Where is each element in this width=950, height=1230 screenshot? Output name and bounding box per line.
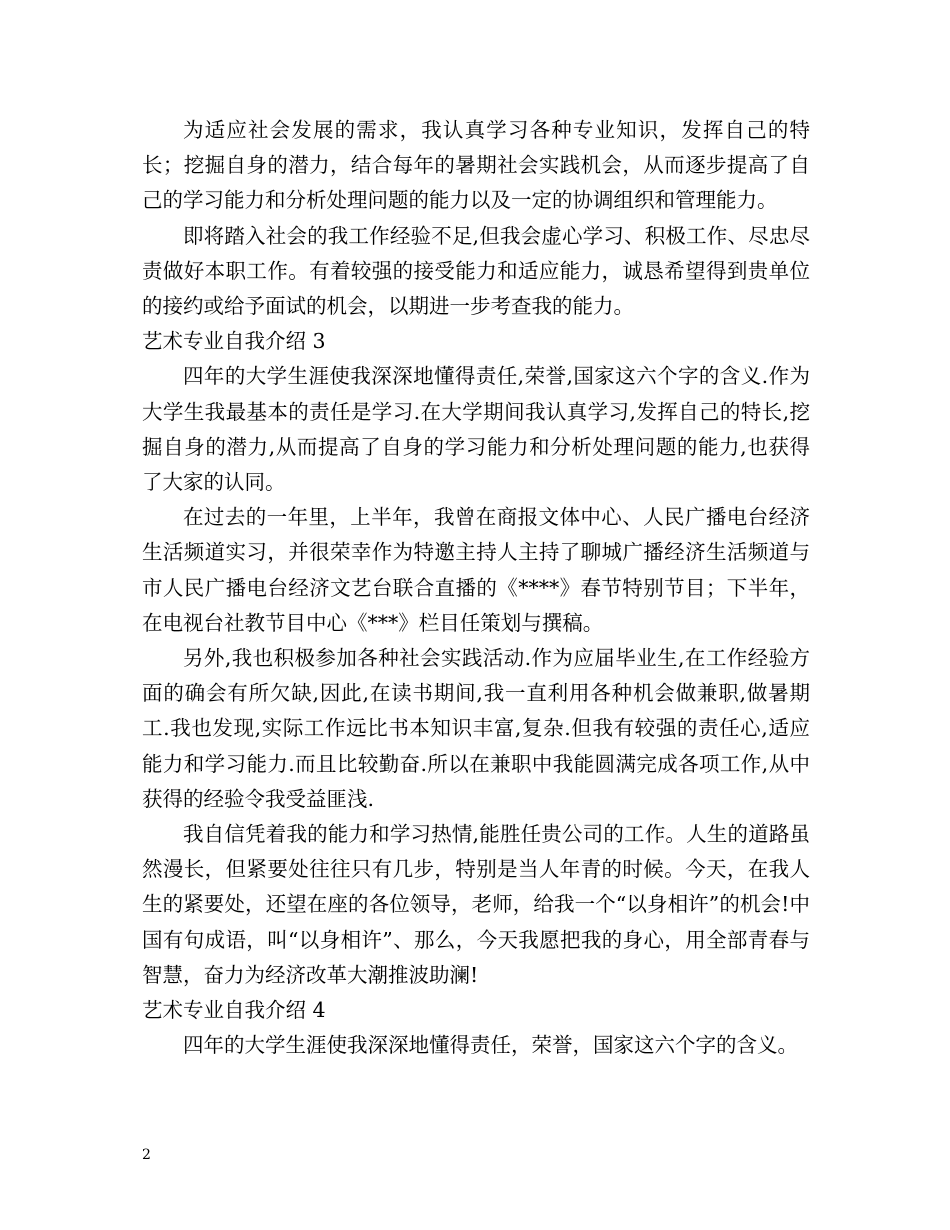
paragraph-university-years: 四年的大学生涯使我深深地懂得责任,荣誉,国家这六个字的含义.作为大学生我最基本的责任是学习.在大学期间我认真学习,发挥自己的特长,挖掘自身的潜力,从而提高了自身的学习能力和分析处理问题的能力,也获得了大家的认同。 — [142, 364, 810, 495]
section-heading-4: 艺术专业自我介绍 4 — [142, 998, 326, 1023]
paragraph-self-confidence: 我自信凭着我的能力和学习热情,能胜任贵公司的工作。人生的道路虽然漫长，但紧要处往往只有几步，特别是当人年青的时候。今天，在我人生的紧要处，还望在座的各位领导，老师，给我一个“以身相许”的机会!中国有句成语，叫“以身相许”、那么，今天我愿把我的身心，用全部青春与智慧，奋力为经济改革大潮推波助澜! — [142, 822, 810, 987]
paragraph-internship: 在过去的一年里，上半年，我曾在商报文体中心、人民广播电台经济生活频道实习，并很荣幸作为特邀主持人主持了聊城广播经济生活频道与市人民广播电台经济文艺台联合直播的《****》春节特别节目；下半年，在电视台社教节目中心《***》栏目任策划与撰稿。 — [142, 505, 810, 635]
page-number: 2 — [142, 1147, 151, 1163]
paragraph-university-years-2: 四年的大学生涯使我深深地懂得责任，荣誉，国家这六个字的含义。 — [183, 1033, 798, 1058]
page-body — [142, 113, 810, 1063]
paragraph-entering-society: 即将踏入社会的我工作经验不足,但我会虚心学习、积极工作、尽忠尽责做好本职工作。有着较强的接受能力和适应能力，诚恳希望得到贵单位的接约或给予面试的机会，以期进一步考查我的能力。 — [142, 223, 810, 319]
paragraph-social-practice: 另外,我也积极参加各种社会实践活动.作为应届毕业生,在工作经验方面的确会有所欠缺,因此,在读书期间,我一直利用各种机会做兼职,做暑期工.我也发现,实际工作远比书本知识丰富,复杂.但我有较强的责任心,适应能力和学习能力.而且比较勤奋.所以在兼职中我能圆满完成各项工作,从中获得的经验令我受益匪浅. — [142, 646, 810, 811]
paragraph-self-development: 为适应社会发展的需求，我认真学习各种专业知识，发挥自己的特长；挖掘自身的潜力，结合每年的暑期社会实践机会，从而逐步提高了自己的学习能力和分析处理问题的能力以及一定的协调组织和管理能力。 — [142, 118, 810, 213]
section-heading-3: 艺术专业自我介绍 3 — [142, 329, 326, 354]
